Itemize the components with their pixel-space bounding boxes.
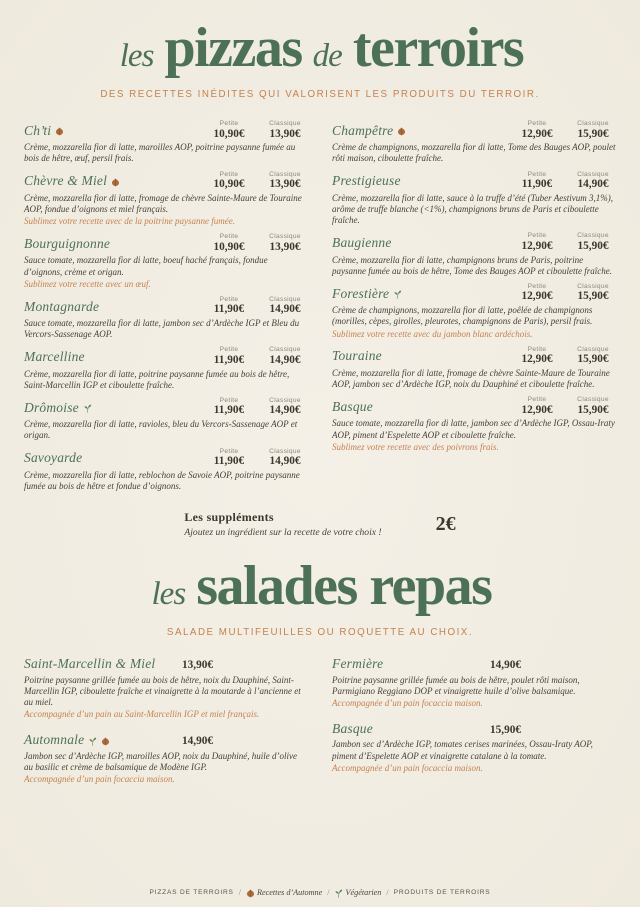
pizza-description: Crème, mozzarella fior di latte, champignons bruns de Paris, poitrine paysanne fumée au bois de hêtre, Tome des Bauges AOP et ciboulette fraîche. — [332, 254, 612, 276]
suggestion-text: Sublimez votre recette avec de la poitrine paysanne fumée. — [24, 216, 236, 227]
pizza-item — [332, 283, 616, 340]
price-classique: 14,90€ — [269, 404, 301, 417]
salades-column-right — [332, 656, 616, 797]
autumn-leaf-icon — [246, 889, 255, 898]
autumn-leaf-icon — [55, 127, 64, 136]
size-label: Classique — [577, 345, 609, 353]
legend-footer — [0, 888, 640, 897]
size-label: Classique — [577, 170, 609, 178]
footer-text: PIZZAS DE TERROIRS — [149, 889, 234, 896]
price-classique: 15,90€ — [577, 403, 609, 416]
footer-separator: / — [386, 888, 389, 897]
footer-legend-item — [394, 889, 491, 896]
pizzas-title-mid: de — [312, 38, 342, 74]
salad-price: 13,90€ — [182, 659, 214, 672]
suggestion-text: Sublimez votre recette avec des poivrons frais. — [332, 441, 499, 452]
size-label: Classique — [269, 295, 301, 303]
pizza-description: Crème, mozzarella fior di latte, reblochon de Savoie AOP, poitrine paysanne fumée au bois de hêtre et fondue d’oignons. — [24, 469, 300, 492]
price-petite: 11,90€ — [213, 303, 245, 316]
salad-description: Jambon sec d’Ardèche IGP, maroilles AOP, noix du Dauphiné, huile d’olive au basilic et crème de balsamique de Modène IGP. — [24, 750, 298, 772]
size-label: Petite — [527, 120, 547, 127]
pizza-name: Marcelline — [24, 349, 85, 365]
size-label: Petite — [527, 396, 547, 404]
supplements-box — [24, 510, 616, 538]
salades-title — [24, 555, 616, 618]
vegetarian-leaf-icon — [334, 889, 343, 898]
salad-name: Automnale — [24, 732, 85, 748]
pizza-description: Sauce tomate, mozzarella fior di latte, jambon sec d’Ardèche IGP et Bleu du Vercors-Sassenage AOP. — [24, 318, 300, 340]
size-label: Petite — [527, 282, 547, 290]
size-label: Petite — [219, 233, 239, 241]
pizza-item — [24, 448, 308, 493]
pizza-item — [332, 232, 616, 277]
pizzas-title — [24, 17, 616, 79]
pizza-name: Savoyarde — [24, 450, 83, 466]
price-petite: 11,90€ — [521, 178, 553, 191]
price-classique: 14,90€ — [269, 353, 301, 366]
salad-name: Fermière — [332, 656, 384, 672]
size-label: Petite — [527, 345, 547, 353]
price-petite: 10,90€ — [213, 178, 245, 191]
size-label: Classique — [269, 170, 301, 178]
salades-title-word1: salades repas — [196, 555, 492, 618]
pizza-description: Crème, mozzarella fior di latte, ravioles, bleu du Vercors-Sassenage AOP et origan. — [24, 419, 298, 441]
size-label: Classique — [269, 233, 301, 241]
pizza-name: Drômoise — [24, 399, 79, 415]
price-classique: 15,90€ — [577, 353, 609, 366]
suggestion-text: Sublimez votre recette avec du jambon blanc ardéchois. — [332, 328, 533, 339]
price-classique: 15,90€ — [577, 290, 609, 303]
pizza-name: Prestigieuse — [332, 173, 401, 189]
price-classique: 15,90€ — [577, 127, 609, 140]
salad-description: Poitrine paysanne grillée fumée au bois de hêtre, noix du Dauphiné, Saint-Marcellin IGP, ciboulette fraîche et vinaigrette à la moutarde à l’ancienne et au miel. — [24, 674, 301, 708]
size-label: Classique — [577, 282, 609, 290]
pizza-name: Ch’ti — [24, 122, 52, 138]
price-classique: 13,90€ — [269, 240, 301, 253]
accompaniment-text: Accompagnée d’un pain focaccia maison. — [24, 773, 175, 784]
size-label: Classique — [269, 447, 301, 455]
size-label: Classique — [577, 232, 609, 240]
size-label: Petite — [219, 170, 239, 178]
price-classique: 13,90€ — [269, 127, 301, 140]
pizza-name: Bourguignonne — [24, 235, 111, 251]
pizza-item — [332, 346, 616, 391]
price-classique: 14,90€ — [269, 455, 301, 468]
pizzas-subtitle: DES RECETTES INÉDITES QUI VALORISENT LES PRODUITS DU TERROIR. — [100, 89, 540, 100]
autumn-leaf-icon — [101, 737, 110, 746]
pizza-name: Forestière — [332, 285, 390, 301]
pizzas-title-lead: les — [119, 38, 154, 74]
pizza-description: Crème, mozzarella fior di latte, maroilles AOP, poitrine paysanne fumée au bois de hêtre, œuf, persil frais. — [24, 142, 296, 164]
pizza-description: Sauce tomate, mozzarella fior di latte, boeuf haché français, fondue d’oignons, crème et origan. — [24, 255, 268, 277]
pizza-name: Basque — [332, 398, 373, 414]
salades-header — [24, 555, 616, 639]
salad-price: 14,90€ — [490, 659, 522, 672]
pizzas-header — [24, 17, 616, 100]
salades-list — [24, 656, 616, 797]
pizza-item — [24, 397, 308, 442]
footer-text: Végétarien — [345, 888, 382, 897]
size-label: Petite — [219, 346, 239, 354]
pizzas-title-word2: terroirs — [352, 17, 524, 79]
price-petite: 11,90€ — [213, 455, 245, 468]
salad-item — [24, 656, 308, 720]
pizza-description: Crème, mozzarella fior di latte, fromage de chèvre Sainte-Maure de Touraine AOP, jambon sec d’Ardèche IGP, noix du Dauphiné et ciboulette fraîche. — [332, 367, 610, 390]
size-label: Classique — [269, 346, 301, 354]
salad-item — [332, 656, 616, 709]
size-label: Petite — [527, 232, 547, 240]
salad-item — [332, 721, 616, 774]
pizza-description: Crème, mozzarella fior di latte, sauce à la truffe d’été (Tuber Aestivum 3,1%), arôme de truffe blanche (<1%), champignons bruns de Paris et ciboulette fraîche. — [332, 192, 613, 226]
pizza-item — [24, 346, 308, 391]
pizza-item — [24, 120, 308, 165]
price-petite: 12,90€ — [521, 353, 553, 366]
pizza-item — [24, 233, 308, 290]
pizza-description: Crème de champignons, mozzarella fior di latte, poêlée de champignons (morilles, cèpes, girolles, pleurotes, champignons de Paris), persil frais. — [332, 305, 593, 327]
pizza-item — [332, 171, 616, 227]
pizzas-title-word1: pizzas — [164, 17, 302, 79]
accompaniment-text: Accompagnée d’un pain au Saint-Marcellin IGP et miel français. — [24, 709, 260, 720]
pizza-item — [24, 296, 308, 341]
size-label: Petite — [219, 120, 239, 127]
salad-item — [24, 732, 308, 785]
pizza-item — [332, 396, 616, 453]
size-label: Petite — [219, 295, 239, 303]
pizzas-column-left — [24, 120, 308, 498]
pizza-description: Sauce tomate, mozzarella fior di latte, jambon sec d’Ardèche IGP, Ossau-Iraty AOP, piment d’Espelette AOP et ciboulette fraîche. — [332, 418, 615, 440]
pizza-name: Chèvre & Miel — [24, 173, 108, 189]
price-petite: 12,90€ — [521, 127, 553, 140]
size-label: Classique — [269, 396, 301, 404]
autumn-leaf-icon — [111, 178, 120, 187]
salades-column-left — [24, 656, 308, 797]
pizzas-list — [24, 120, 616, 498]
pizza-name: Montagnarde — [24, 298, 100, 314]
price-classique: 14,90€ — [577, 178, 609, 191]
vegetarian-leaf-icon — [88, 737, 97, 746]
salad-description: Poitrine paysanne grillée fumée au bois de hêtre, poulet rôti maison, Parmigiano Reggiano DOP et vinaigrette huile d’olive balsamique. — [332, 674, 580, 696]
pizza-description: Crème, mozzarella fior di latte, poitrine paysanne fumée au bois de hêtre, Saint-Marcellin IGP et ciboulette fraîche. — [24, 368, 290, 390]
price-petite: 12,90€ — [521, 290, 553, 303]
vegetarian-leaf-icon — [393, 290, 402, 299]
footer-separator: / — [327, 888, 330, 897]
pizzas-column-right — [332, 120, 616, 498]
size-label: Petite — [527, 170, 547, 178]
price-petite: 11,90€ — [213, 353, 245, 366]
accompaniment-text: Accompagnée d’un pain focaccia maison. — [332, 762, 483, 773]
footer-text: PRODUITS DE TERROIRS — [393, 889, 491, 896]
salades-title-lead: les — [151, 576, 186, 613]
size-label: Classique — [269, 120, 301, 127]
size-label: Petite — [219, 396, 239, 404]
pizza-item — [24, 171, 308, 228]
supplements-title: Les suppléments — [184, 510, 274, 525]
price-petite: 11,90€ — [213, 404, 245, 417]
price-petite: 10,90€ — [213, 127, 245, 140]
price-classique: 13,90€ — [269, 178, 301, 191]
size-label: Classique — [577, 396, 609, 404]
price-petite: 12,90€ — [521, 403, 553, 416]
salad-description: Jambon sec d’Ardèche IGP, tomates cerises marinées, Ossau-Iraty AOP, piment d’Espelette AOP et vinaigrette catalane à la tomate. — [332, 739, 593, 761]
salad-price: 15,90€ — [490, 723, 522, 736]
footer-text: Recettes d’Automne — [257, 888, 323, 897]
price-classique: 14,90€ — [269, 303, 301, 316]
salad-name: Basque — [332, 720, 373, 736]
size-label: Classique — [577, 120, 609, 127]
pizza-name: Touraine — [332, 348, 382, 364]
salad-price: 14,90€ — [182, 735, 214, 748]
footer-separator: / — [238, 888, 241, 897]
accompaniment-text: Accompagnée d’un pain focaccia maison. — [332, 698, 483, 709]
pizza-item — [332, 120, 616, 165]
price-petite: 10,90€ — [213, 240, 245, 253]
vegetarian-leaf-icon — [83, 404, 92, 413]
footer-legend-item — [246, 888, 322, 897]
suggestion-text: Sublimez votre recette avec un œuf. — [24, 278, 151, 289]
salades-subtitle: SALADE MULTIFEUILLES OU ROQUETTE AU CHOIX. — [166, 627, 474, 639]
salad-name: Saint-Marcellin & Miel — [24, 656, 156, 672]
footer-legend-item — [334, 888, 381, 897]
pizza-name: Champêtre — [332, 122, 394, 138]
footer-legend-item — [150, 889, 234, 896]
autumn-leaf-icon — [397, 127, 406, 136]
supplements-description: Ajoutez un ingrédient sur la recette de votre choix ! — [184, 527, 382, 539]
supplements-text — [184, 510, 381, 538]
price-petite: 12,90€ — [521, 239, 553, 252]
pizza-description: Crème de champignons, mozzarella fior di latte, Tome des Bauges AOP, poulet rôti maison, ciboulette fraîche. — [332, 142, 616, 164]
supplements-price: 2€ — [435, 512, 456, 535]
pizza-name: Baugienne — [332, 235, 392, 251]
size-label: Petite — [219, 447, 239, 455]
pizza-description: Crème, mozzarella fior di latte, fromage de chèvre Sainte-Maure de Touraine AOP, fondue d’oignons et miel français. — [24, 192, 302, 215]
price-classique: 15,90€ — [577, 239, 609, 252]
